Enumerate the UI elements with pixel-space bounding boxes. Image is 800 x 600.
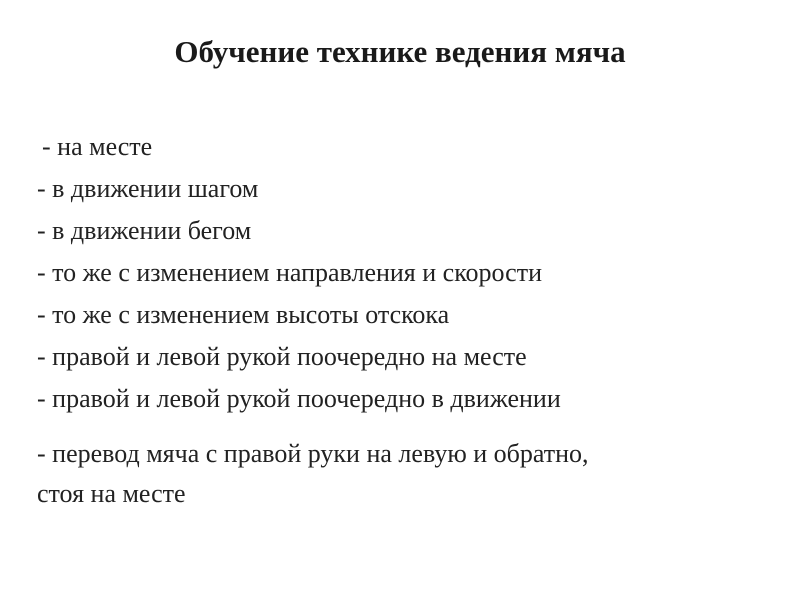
list-item: - в движении шагом (37, 174, 259, 203)
last-item-line: стоя на месте (37, 479, 186, 508)
list-item: - правой и левой рукой поочередно в движении (37, 384, 561, 413)
list-item: - на месте (42, 132, 153, 161)
list-item: - то же с изменением направления и скорости (37, 258, 542, 287)
list-item: - то же с изменением высоты отскока (37, 300, 450, 329)
slide-title: Обучение технике ведения мяча (174, 34, 626, 69)
exercise-list (37, 126, 787, 420)
last-item-line: - перевод мяча с правой руки на левую и обратно, (37, 439, 589, 468)
last-list-item (37, 434, 797, 514)
list-item: - в движении бегом (37, 216, 252, 245)
list-item: - правой и левой рукой поочередно на месте (37, 342, 527, 371)
